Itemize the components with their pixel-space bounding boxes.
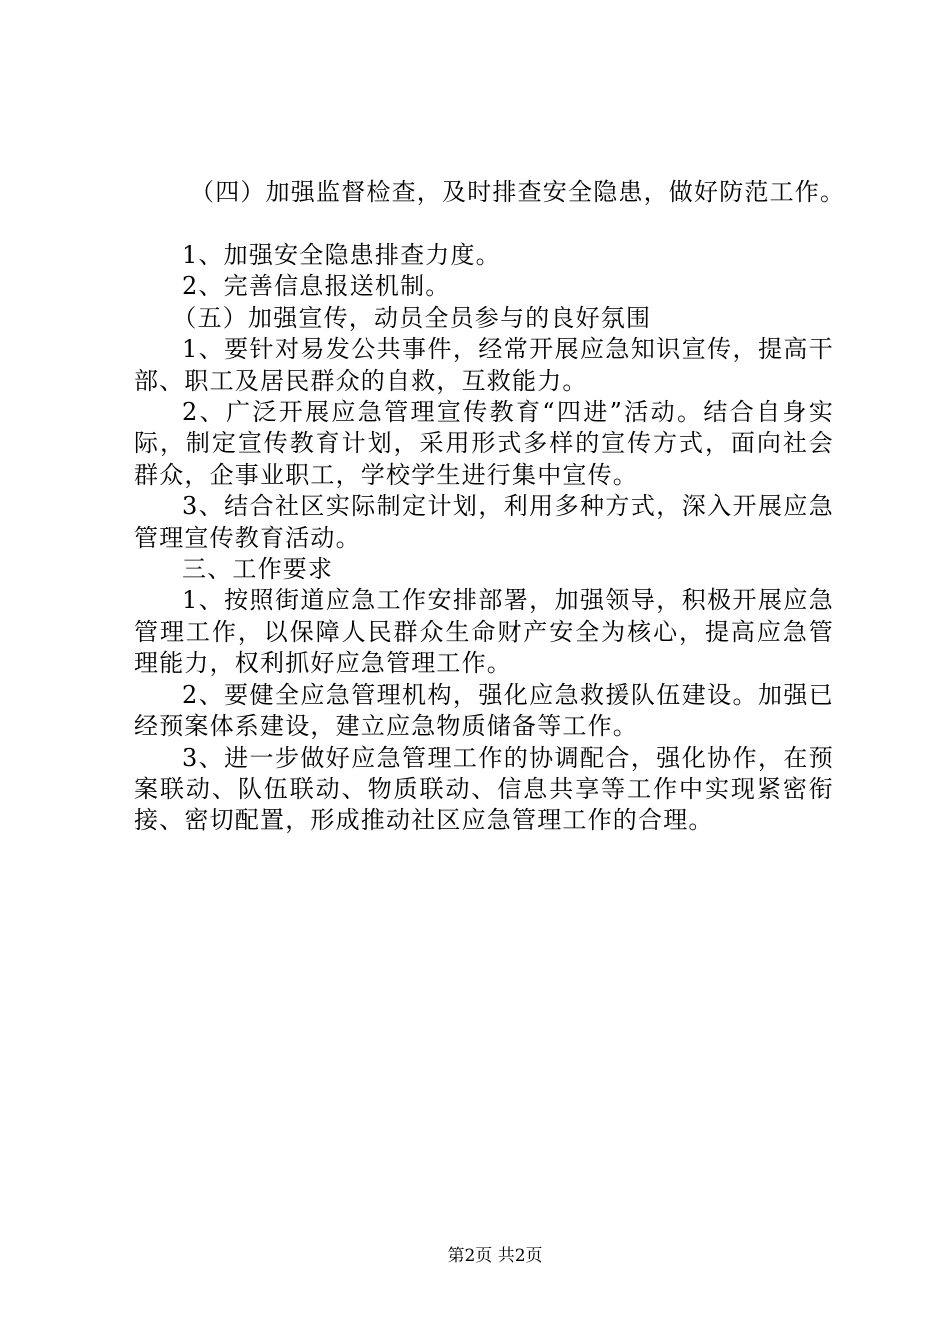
- section-heading-four: （四）加强监督检查，及时排查安全隐患，做好防范工作。: [190, 178, 846, 206]
- item-1-hazard-check: 1、加强安全隐患排查力度。: [182, 241, 501, 269]
- page-footer: 第2页 共2页: [447, 1246, 543, 1266]
- requirement-3: 3、进一步做好应急管理工作的协调配合，强化协作，在预案联动、队伍联动、物质联动、信息共享等工作中实现紧密衔接、密切配置，形成推动社区应急管理工作的合理。: [134, 743, 834, 835]
- document-body: [134, 240, 834, 837]
- requirement-1: 1、按照街道应急工作安排部署，加强领导，积极开展应急管理工作，以保障人民群众生命财产安全为核心，提高应急管理能力，权利抓好应急管理工作。: [134, 586, 834, 678]
- requirement-2: 2、要健全应急管理机构，强化应急救援队伍建设。加强已经预案体系建设，建立应急物质储备等工作。: [134, 680, 834, 741]
- item-3-community-plan: 3、结合社区实际制定计划，利用多种方式，深入开展应急管理宣传教育活动。: [134, 492, 834, 552]
- item-1-publicity: 1、要针对易发公共事件，经常开展应急知识宣传，提高干部、职工及居民群众的自救，互救能力。: [134, 335, 834, 395]
- item-2-info-reporting: 2、完善信息报送机制。: [182, 272, 451, 301]
- section-heading-requirements: 三、工作要求: [182, 555, 334, 584]
- section-heading-five: （五）加强宣传，动员全员参与的良好氛围: [172, 303, 652, 332]
- item-2-education: 2、广泛开展应急管理宣传教育“四进”活动。结合自身实际，制定宣传教育计划，采用形式多样的宣传方式，面向社会群众，企事业职工，学校学生进行集中宣传。: [134, 398, 834, 489]
